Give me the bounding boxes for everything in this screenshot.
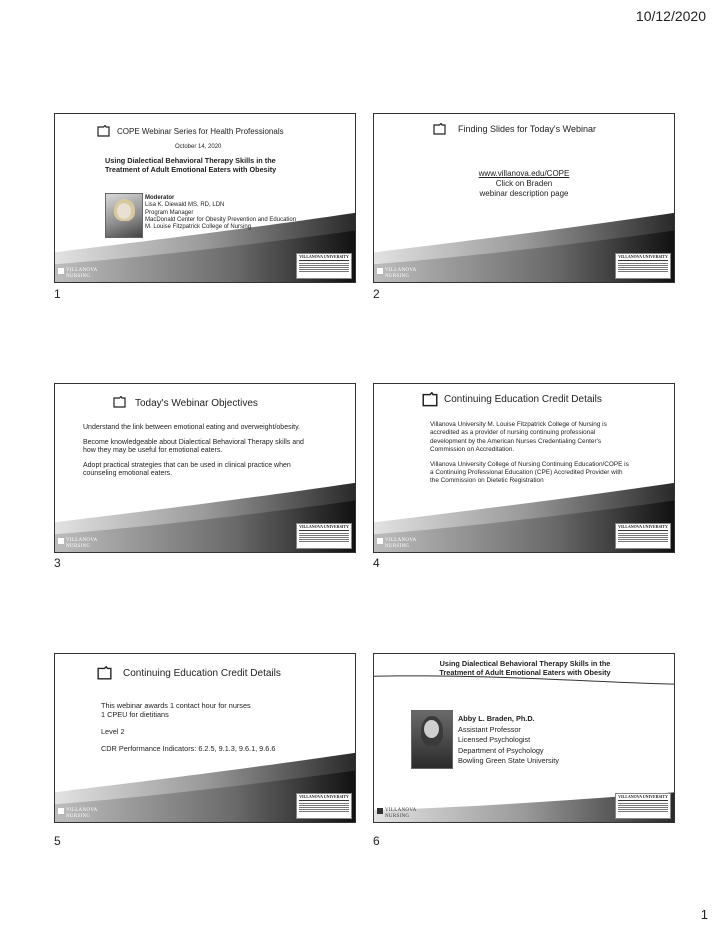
slide-1[interactable] xyxy=(54,113,356,283)
slide-title: Today's Webinar Objectives xyxy=(135,398,258,409)
slide-number: 2 xyxy=(373,287,380,301)
slide-body: Understand the link between emotional eating and overweight/obesity. Become knowledgeable about Dialectical Behavioral Therapy skills and how they may be useful for emotional eaters. Adopt practical strategies that can be used in clinical practice when counseling emotional eaters. xyxy=(83,424,304,478)
page-number: 1 xyxy=(700,907,708,922)
villanova-badge: VILLANOVA UNIVERSITY xyxy=(296,793,352,819)
villanova-badge: VILLANOVA UNIVERSITY xyxy=(615,793,671,819)
apple-logo-icon xyxy=(97,125,110,137)
slide-body: Villanova University M. Louise Fitzpatrick College of Nursing is accredited as a provider of nursing continuing professional development by the American Nurses Credentialing Center's Commission on Accreditation. Villanova University College of Nursing Continuing Education/COPE is a Continuing Professional Education (CPE) Accredited Provider with the Commission on Dietetic Registration xyxy=(430,421,629,485)
villanova-badge: VILLANOVA UNIVERSITY xyxy=(296,253,352,279)
slide-4[interactable] xyxy=(373,383,675,553)
slide-body: This webinar awards 1 contact hour for nurses 1 CPEU for dietitians Level 2 CDR Performance Indicators: 6.2.5, 9.1.3, 9.6.1, 9.6.6 xyxy=(101,701,276,753)
slide-title: Using Dialectical Behavioral Therapy Skills in the Treatment of Adult Emotional Eaters with Obesity xyxy=(439,659,611,677)
speaker-photo xyxy=(411,710,453,769)
apple-logo-icon xyxy=(422,392,438,407)
page-date: 10/12/2020 xyxy=(635,8,706,24)
speaker-info: Abby L. Braden, Ph.D. Assistant Professor Licensed Psychologist Department of Psychology Bowling Green State University xyxy=(458,714,559,765)
villanova-nursing-logo: VILLANOVA NURSING xyxy=(58,268,98,279)
apple-logo-icon xyxy=(97,666,112,680)
apple-logo-icon xyxy=(433,123,446,135)
slide-number: 6 xyxy=(373,834,380,848)
slide-3[interactable] xyxy=(54,383,356,553)
slide-5[interactable] xyxy=(54,653,356,823)
moderator-info: Moderator Lisa K. Diewald MS, RD, LDN Program Manager MacDonald Center for Obesity Prevention and Education M. Louise Fitzpatrick College of Nursing xyxy=(145,195,297,231)
slide-number: 4 xyxy=(373,556,380,570)
slide-title: Finding Slides for Today's Webinar xyxy=(458,124,596,134)
moderator-photo xyxy=(105,193,143,238)
slide-number: 5 xyxy=(54,834,61,848)
villanova-badge: VILLANOVA UNIVERSITY xyxy=(615,253,671,279)
villanova-nursing-logo: VILLANOVA NURSING xyxy=(58,808,98,819)
slide-date: October 14, 2020 xyxy=(175,144,222,150)
slide-6[interactable] xyxy=(373,653,675,823)
slide-title: Continuing Education Credit Details xyxy=(444,394,602,405)
villanova-badge: VILLANOVA UNIVERSITY xyxy=(296,523,352,549)
slide-title: Continuing Education Credit Details xyxy=(123,668,281,679)
villanova-nursing-logo: VILLANOVA NURSING xyxy=(58,538,98,549)
slide-number: 3 xyxy=(54,556,61,570)
villanova-nursing-logo: VILLANOVA NURSING xyxy=(377,268,417,279)
villanova-nursing-logo: VILLANOVA NURSING xyxy=(377,538,417,549)
apple-logo-icon xyxy=(113,396,126,408)
slide-number: 1 xyxy=(54,287,61,301)
slide-2[interactable] xyxy=(373,113,675,283)
slide-title: COPE Webinar Series for Health Professionals xyxy=(117,127,284,136)
villanova-badge: VILLANOVA UNIVERSITY xyxy=(615,523,671,549)
cope-link[interactable]: www.villanova.edu/COPE xyxy=(478,169,570,178)
villanova-nursing-logo: VILLANOVA NURSING xyxy=(377,808,417,819)
slide-subtitle: Using Dialectical Behavioral Therapy Skills in the Treatment of Adult Emotional Eaters with Obesity xyxy=(105,156,277,174)
slide-body: www.villanova.edu/COPE Click on Braden webinar description page xyxy=(478,169,570,198)
